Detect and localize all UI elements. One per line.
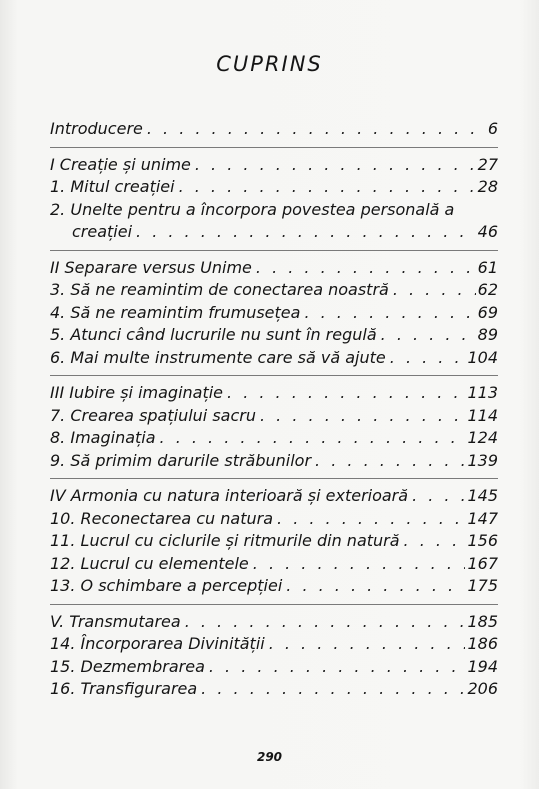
dot-leader <box>179 176 476 199</box>
toc-entry <box>50 405 498 428</box>
dot-leader <box>315 450 465 473</box>
toc-entry-label: 11. Lucrul cu ciclurile și ritmurile din natură <box>50 531 400 550</box>
toc-entry <box>50 611 498 634</box>
dot-leader <box>136 221 476 244</box>
toc-entry-label: 7. Crearea spațiului sacru <box>50 405 256 425</box>
toc-entry-label: III Iubire și imaginație <box>50 383 224 402</box>
toc-entry-continuation <box>50 221 498 244</box>
dot-leader <box>412 485 465 508</box>
dot-leader <box>304 302 475 325</box>
toc-entry <box>50 553 498 576</box>
dot-leader <box>393 279 476 302</box>
toc-entry <box>50 633 498 656</box>
table-of-contents <box>50 118 498 707</box>
toc-entry-page: 46 <box>477 222 498 241</box>
dot-leader <box>147 118 486 141</box>
toc-entry <box>50 324 498 347</box>
toc-entry <box>50 154 498 177</box>
toc-entry <box>50 427 498 450</box>
toc-entry <box>50 347 498 370</box>
dot-leader <box>195 154 476 177</box>
toc-entry-page: 145 <box>467 486 498 505</box>
toc-section <box>50 605 498 707</box>
toc-entry-page: 124 <box>467 428 498 447</box>
toc-entry-label: 8. Imaginația <box>50 428 156 447</box>
toc-entry-label: Introducere <box>50 119 143 138</box>
dot-leader <box>209 656 466 679</box>
toc-section <box>50 376 498 479</box>
dot-leader <box>253 553 466 576</box>
toc-entry <box>50 450 498 473</box>
toc-entry-page: 27 <box>477 154 498 174</box>
toc-entry-page: 28 <box>477 177 498 196</box>
toc-entry-label: 5. Atunci când lucrurile nu sunt în regulă <box>50 325 377 344</box>
toc-entry-page: 6 <box>487 119 498 138</box>
dot-leader <box>381 324 476 347</box>
dot-leader <box>256 257 476 280</box>
toc-entry-label: 15. Dezmembrarea <box>50 656 205 676</box>
toc-entry-label: 14. Încorporarea Divinității <box>50 634 265 653</box>
toc-entry-page: 114 <box>467 405 498 425</box>
dot-leader <box>390 347 466 370</box>
toc-entry-label: 9. Să primim darurile străbunilor <box>50 450 312 470</box>
toc-entry-label: 6. Mai multe instrumente care să vă ajute <box>50 347 386 367</box>
toc-entry <box>50 176 498 199</box>
toc-entry <box>50 575 498 598</box>
dot-leader <box>201 678 465 701</box>
toc-entry-label: 12. Lucrul cu elementele <box>50 553 249 573</box>
toc-entry <box>50 508 498 531</box>
toc-entry-page: 62 <box>477 280 498 299</box>
toc-entry <box>50 530 498 553</box>
toc-entry-page: 194 <box>467 656 498 676</box>
toc-entry <box>50 302 498 325</box>
toc-entry-label-continued: creației <box>72 222 133 241</box>
toc-entry-label: IV Armonia cu natura interioară și exterioară <box>50 486 409 505</box>
toc-entry-label: 2. Unelte pentru a încorpora povestea personală a <box>50 199 455 219</box>
dot-leader <box>227 382 465 405</box>
toc-entry <box>50 199 498 222</box>
toc-entry-page: 167 <box>467 553 498 573</box>
toc-entry-page: 156 <box>467 531 498 550</box>
toc-entry <box>50 485 498 508</box>
toc-entry-label: I Creație și unime <box>50 154 191 174</box>
toc-entry-page: 147 <box>467 508 498 528</box>
toc-entry-page: 175 <box>467 576 498 595</box>
toc-entry-label: II Separare versus Unime <box>50 257 252 277</box>
toc-section <box>50 479 498 605</box>
toc-entry <box>50 279 498 302</box>
toc-entry-label: 13. O schimbare a percepției <box>50 576 283 595</box>
toc-entry-label: 3. Să ne reamintim de conectarea noastră <box>50 280 389 299</box>
toc-entry-page: 206 <box>467 679 498 698</box>
toc-section <box>50 118 498 148</box>
toc-entry-page: 69 <box>477 302 498 322</box>
toc-entry <box>50 257 498 280</box>
toc-entry-label: V. Transmutarea <box>50 611 181 631</box>
toc-entry-page: 185 <box>467 611 498 631</box>
dot-leader <box>404 530 466 553</box>
toc-section <box>50 148 498 251</box>
page-number: 290 <box>256 750 283 764</box>
toc-entry-label: 10. Reconectarea cu natura <box>50 508 274 528</box>
dot-leader <box>260 405 465 428</box>
toc-entry-page: 104 <box>467 347 498 367</box>
toc-entry-label: 1. Mitul creației <box>50 177 175 196</box>
toc-section <box>50 251 498 377</box>
toc-entry-label: 4. Să ne reamintim frumusețea <box>50 302 301 322</box>
toc-entry-page: 186 <box>467 634 498 653</box>
toc-entry-page: 61 <box>477 257 498 277</box>
dot-leader <box>286 575 465 598</box>
dot-leader <box>160 427 466 450</box>
toc-entry <box>50 118 498 141</box>
toc-entry <box>50 678 498 701</box>
dot-leader <box>185 611 466 634</box>
page-title: CUPRINS <box>216 52 323 76</box>
toc-entry <box>50 656 498 679</box>
toc-entry-page: 113 <box>467 383 498 402</box>
toc-entry-label: 16. Transfigurarea <box>50 679 198 698</box>
toc-entry-page: 139 <box>467 450 498 470</box>
dot-leader <box>277 508 465 531</box>
dot-leader <box>269 633 466 656</box>
toc-entry-page: 89 <box>477 325 498 344</box>
toc-entry <box>50 382 498 405</box>
